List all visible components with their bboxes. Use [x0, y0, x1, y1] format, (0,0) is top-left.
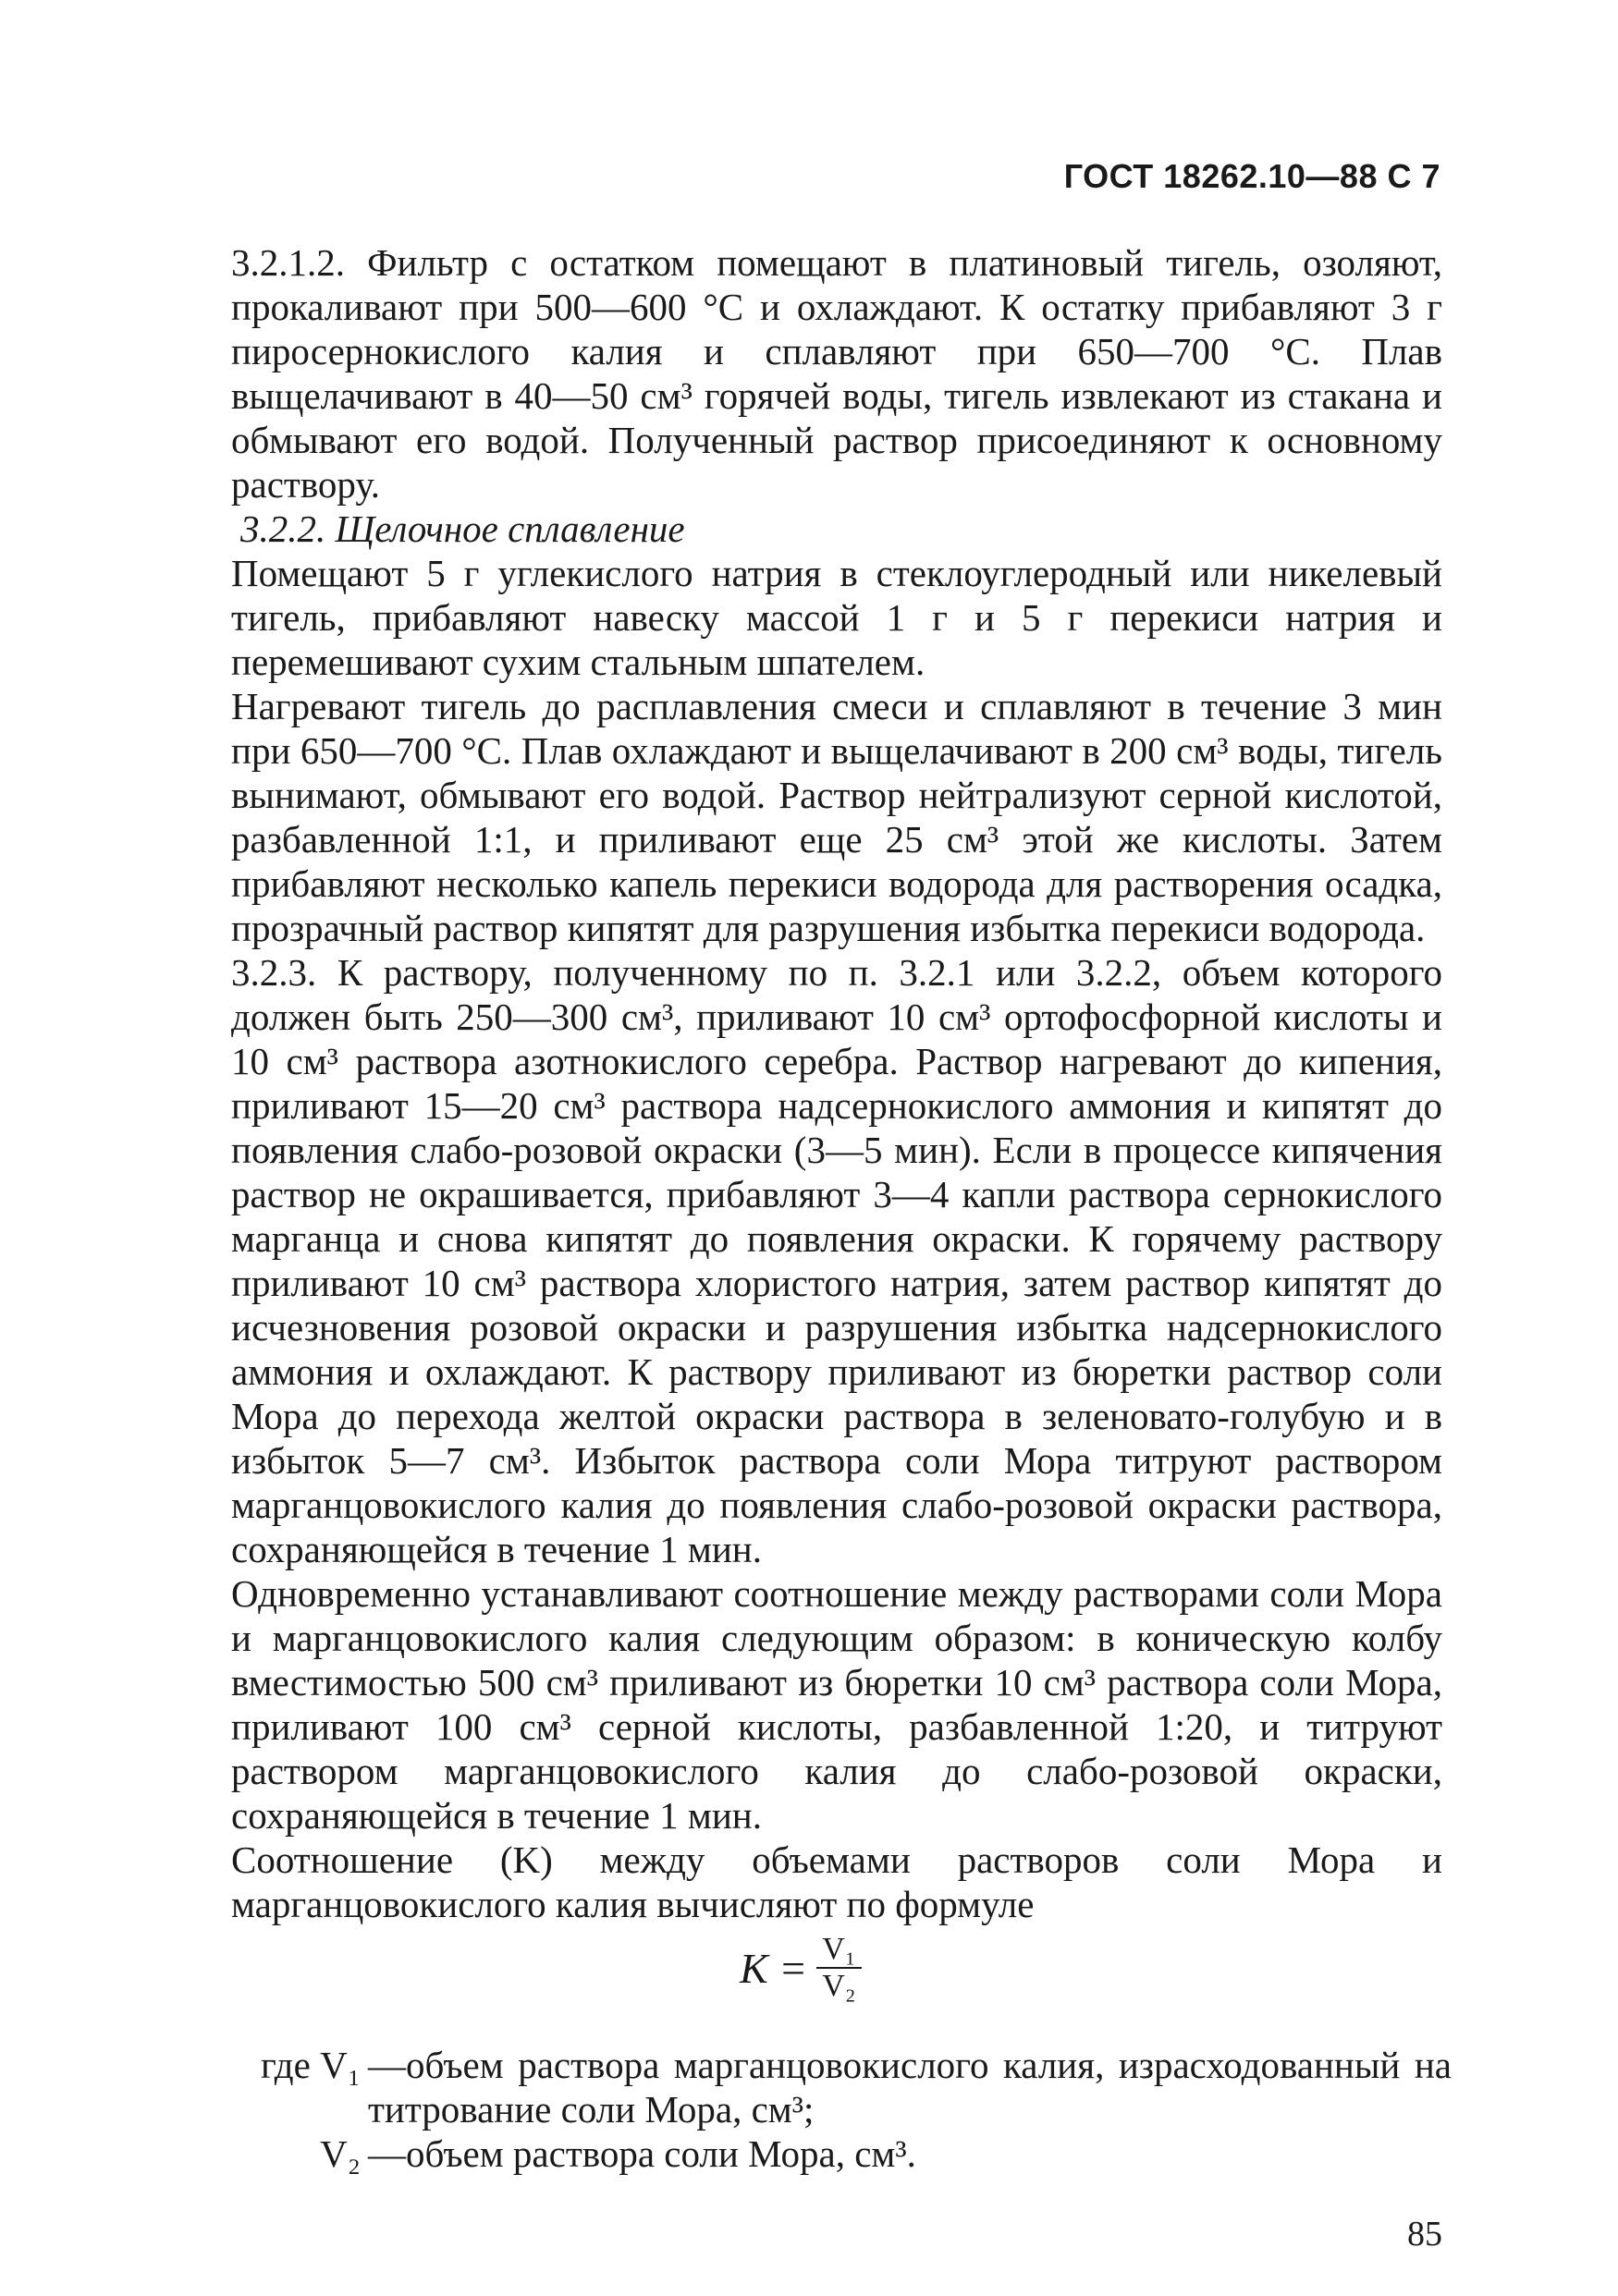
legend-v2-text: —объем раствора соли Мора, см³. — [368, 2132, 916, 2175]
legend-row-v1 — [222, 2043, 1452, 2131]
legend-row-v2 — [222, 2131, 1452, 2176]
legend-v1-text: —объем раствора марганцовокислого калия, израсходованный на титрование соли Мора, см³; — [368, 2044, 1452, 2131]
section-title-3-2-2: 3.2.2. Щелочное сплавление — [240, 507, 685, 550]
paragraph-3-2-1-2: 3.2.1.2. Фильтр с остатком помещают в платиновый тигель, озоляют, прокаливают при 500—600 °С и охлаждают. К остатку прибавляют 3 г пиросернокислого калия и сплавляют при 650—700 °С. Плав выщелачивают в 40—50 см³ горячей воды, тигель извлекают из стакана и обмывают его водой. Полученный раствор присоединяют к основному раствору. — [231, 241, 1442, 506]
document-body — [231, 240, 1442, 1926]
formula-denominator: V₂ — [822, 1969, 856, 2003]
legend-v1-lead: где V₁ — [261, 2044, 361, 2086]
paragraph-formula-intro: Соотношение (K) между объемами растворов соли Мора и марганцовокислого калия вычисляют по формуле — [231, 1838, 1442, 1925]
paragraph-3-2-2-b: Нагревают тигель до расплавления смеси и сплавляют в течение 3 мин при 650—700 °С. Плав охлаждают и выщелачивают в 200 см³ воды, тигель вынимают, обмывают его водой. Раствор нейтрализуют серной кислотой, разбавленной 1:1, и приливают еще 25 см³ этой же кислоты. Затем прибавляют несколько капель перекиси водорода для растворения осадка, прозрачный раствор кипятят для разрушения избытка перекиси водорода. — [231, 685, 1442, 949]
formula-numerator: V₁ — [816, 1932, 861, 1969]
paragraph-3-2-3: 3.2.3. К раствору, полученному по п. 3.2.1 или 3.2.2, объем которого должен быть 250—300 см³, приливают 10 см³ ортофосфорной кислоты и 10 см³ раствора азотнокислого серебра. Раствор нагревают до кипения, приливают 15—20 см³ раствора надсернокислого аммония и кипятят до появления слабо-розовой окраски (3—5 мин). Если в процессе кипячения раствор не окрашивается, прибавляют 3—4 капли раствора сернокислого марганца и снова кипятят до появления окраски. К горячему раствору приливают 10 см³ раствора хлористого натрия, затем раствор кипятят до исчезновения розовой окраски и разрушения избытка надсернокислого аммония и охлаждают. К раствору приливают из бюретки раствор соли Мора до перехода желтой окраски раствора в зеленовато-голубую и в избыток 5—7 см³. Избыток раствора соли Мора титруют раствором марганцовокислого калия до появления слабо-розовой окраски раствора, сохраняющейся в течение 1 мин. — [231, 951, 1442, 1570]
paragraph-ratio: Одновременно устанавливают соотношение между растворами соли Мора и марганцовокислого калия следующим образом: в коническую колбу вместимостью 500 см³ приливают из бюретки 10 см³ раствора соли Мора, приливают 100 см³ серной кислоты, разбавленной 1:20, и титруют раствором марганцовокислого калия до слабо-розовой окраски, сохраняющейся в течение 1 мин. — [231, 1572, 1442, 1837]
paragraph-3-2-2-a: Помещают 5 г углекислого натрия в стеклоуглеродный или никелевый тигель, прибавляют навеску массой 1 г и 5 г перекиси натрия и перемешивают сухим стальным шпателем. — [231, 552, 1442, 683]
formula-block — [0, 1932, 1618, 2043]
formula-fraction — [816, 1932, 861, 2004]
formula-legend — [222, 2043, 1452, 2176]
page-header: ГОСТ 18262.10—88 С 7 — [1063, 157, 1440, 195]
page-number: 85 — [1407, 2215, 1442, 2253]
legend-v2-lead: V₂ — [320, 2132, 361, 2175]
formula — [740, 1932, 862, 2004]
formula-lhs: K = — [740, 1944, 808, 1992]
